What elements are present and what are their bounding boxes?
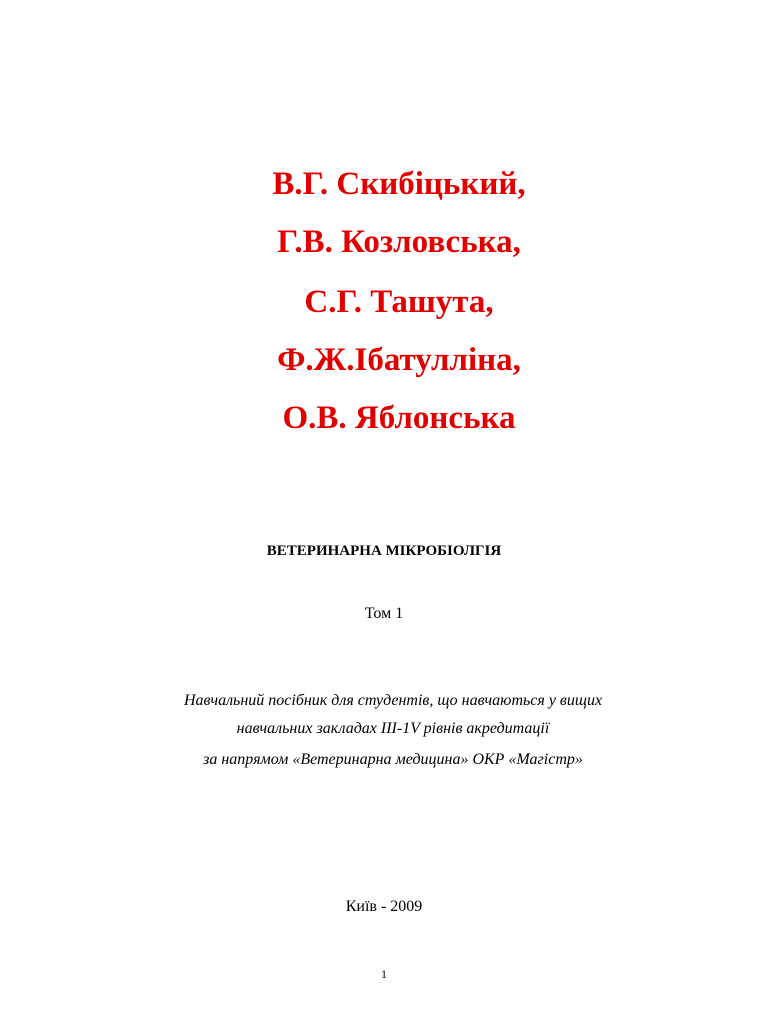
place-year: Київ - 2009	[345, 898, 423, 915]
description-line: навчальних закладах ІІІ-1V рівнів акредитації	[236, 720, 550, 737]
author-name: Г.В. Козловська,	[277, 224, 521, 260]
book-title: ВЕТЕРИНАРНА МІКРОБІОЛГІЯ	[266, 543, 502, 559]
description-line: за напрямом «Ветеринарна медицина» ОКР «Магістр»	[203, 751, 583, 768]
author-name: О.В. Яблонська	[282, 400, 516, 436]
volume-label: Том 1	[364, 605, 404, 622]
page-number: 1	[381, 967, 387, 981]
description-line: Навчальний посібник для студентів, що навчаються у вищих	[183, 692, 603, 709]
author-name: В.Г. Скибіцький,	[272, 166, 526, 202]
author-name: С.Г. Ташута,	[304, 284, 494, 320]
author-name: Ф.Ж.Ібатулліна,	[277, 342, 521, 378]
